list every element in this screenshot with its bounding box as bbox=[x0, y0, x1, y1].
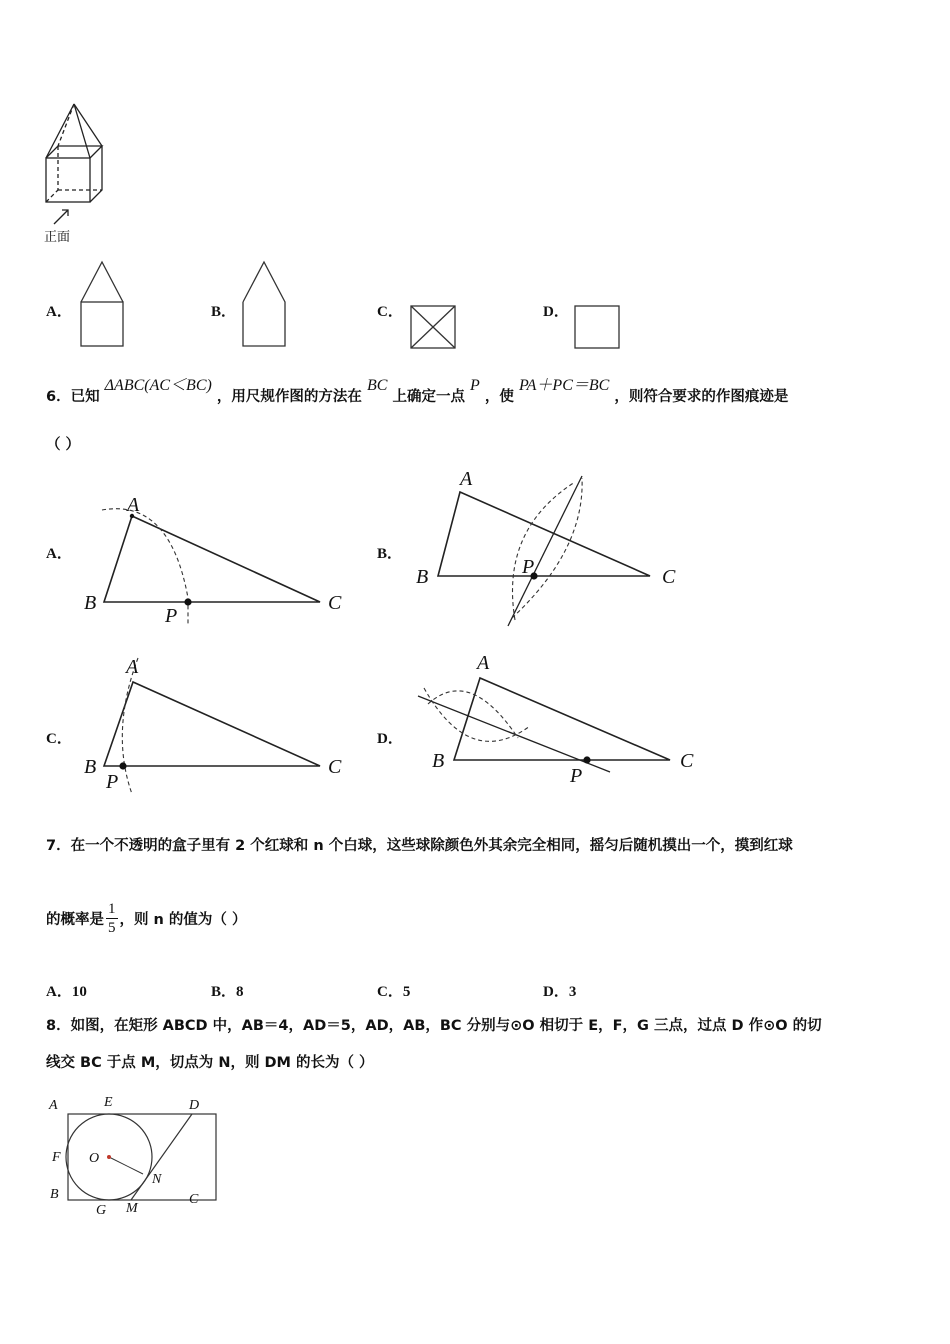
q7-option-c[interactable]: C．5 bbox=[377, 984, 411, 1000]
q6-option-c-figure bbox=[80, 652, 360, 802]
q6-option-d-label[interactable]: D． bbox=[377, 731, 403, 747]
q8-label-d: D bbox=[189, 1098, 200, 1113]
q6-option-d-figure bbox=[410, 660, 690, 790]
q6-suffix: ，则符合要求的作图痕迹是 bbox=[614, 389, 789, 405]
q6c-label-b: B bbox=[84, 756, 97, 778]
q6a-label-b: B bbox=[84, 592, 97, 614]
q6-p: P bbox=[470, 377, 480, 394]
q7-fraction bbox=[106, 900, 118, 937]
q6-equation: PA＋PC＝BC bbox=[518, 377, 610, 394]
q8-label-e: E bbox=[104, 1095, 113, 1110]
q6c-label-c: C bbox=[328, 756, 342, 778]
q5-option-c-figure bbox=[408, 303, 458, 351]
q6-answer-paren: （ ） bbox=[46, 437, 81, 453]
q7-line2-prefix: 的概率是 bbox=[46, 912, 104, 928]
q7-fraction-num: 1 bbox=[108, 901, 116, 917]
q6c-label-p: P bbox=[106, 771, 119, 793]
q8-label-c: C bbox=[189, 1192, 199, 1207]
q6-option-b-figure bbox=[410, 470, 690, 630]
q8-stem-line1: 8．如图，在矩形 ABCD 中，AB＝4，AD＝5，AD，AB，BC 分别与⊙O 相切于 E，F，G 三点，过点 D 作⊙O 的切 bbox=[46, 1018, 822, 1034]
q6-mid1: ，用尺规作图的方法在 bbox=[216, 389, 362, 405]
q7-option-b[interactable]: B．8 bbox=[211, 984, 244, 1000]
q6b-label-a: A bbox=[460, 468, 473, 490]
q6-bc: BC bbox=[366, 377, 388, 394]
q6d-label-b: B bbox=[432, 750, 445, 772]
front-label: 正面 bbox=[44, 230, 71, 245]
q5-option-b-label[interactable]: B． bbox=[211, 304, 237, 320]
q6-option-c-label[interactable]: C． bbox=[46, 731, 72, 747]
q8-stem-line2: 线交 BC 于点 M，切点为 N，则 DM 的长为（ ） bbox=[46, 1055, 374, 1071]
q6-option-a-figure bbox=[80, 488, 360, 633]
q7-option-d[interactable]: D．3 bbox=[543, 984, 577, 1000]
q5-option-a-figure bbox=[78, 258, 128, 350]
q6-triangle-expr: ΔABC(AC＜BC) bbox=[104, 377, 212, 394]
q6-option-b-label[interactable]: B． bbox=[377, 546, 403, 562]
q5-option-b-figure bbox=[240, 258, 290, 350]
q6d-label-c: C bbox=[680, 750, 694, 772]
q6-stem bbox=[46, 377, 789, 406]
q6b-label-p: P bbox=[522, 556, 535, 578]
q8-label-n: N bbox=[152, 1172, 162, 1187]
q7-stem-line1: 7．在一个不透明的盒子里有 2 个红球和 n 个白球，这些球除颜色外其余完全相同，摇匀后随机摸出一个，摸到红球 bbox=[46, 838, 793, 854]
q6-mid2: 上确定一点 bbox=[392, 389, 465, 405]
q6-prefix: 6．已知 bbox=[46, 389, 100, 405]
q7-line2-suffix: ，则 n 的值为（ ） bbox=[119, 912, 247, 928]
q8-label-f: F bbox=[52, 1150, 61, 1165]
q6b-label-c: C bbox=[662, 566, 676, 588]
q7-fraction-den: 5 bbox=[108, 920, 116, 936]
q5-option-d-label[interactable]: D． bbox=[543, 304, 569, 320]
q6d-label-p: P bbox=[570, 765, 583, 787]
q6d-label-a: A bbox=[477, 652, 490, 674]
q7-stem-line2 bbox=[46, 900, 246, 944]
q6-option-a-label[interactable]: A． bbox=[46, 546, 72, 562]
q6b-label-b: B bbox=[416, 566, 429, 588]
q5-option-d-figure bbox=[572, 303, 622, 351]
q6c-label-a: A bbox=[126, 656, 139, 678]
q8-label-o: O bbox=[89, 1151, 100, 1166]
q6a-label-a: A bbox=[127, 494, 140, 516]
q8-label-g: G bbox=[96, 1203, 107, 1218]
q6-mid3: ，使 bbox=[484, 389, 514, 405]
q7-option-a[interactable]: A．10 bbox=[46, 984, 87, 1000]
q8-label-b: B bbox=[50, 1187, 59, 1202]
q8-label-a: A bbox=[49, 1098, 58, 1113]
q5-option-c-label[interactable]: C． bbox=[377, 304, 403, 320]
q6a-label-p: P bbox=[165, 605, 178, 627]
q6a-label-c: C bbox=[328, 592, 342, 614]
q8-label-m: M bbox=[126, 1201, 138, 1216]
q5-option-a-label[interactable]: A． bbox=[46, 304, 72, 320]
